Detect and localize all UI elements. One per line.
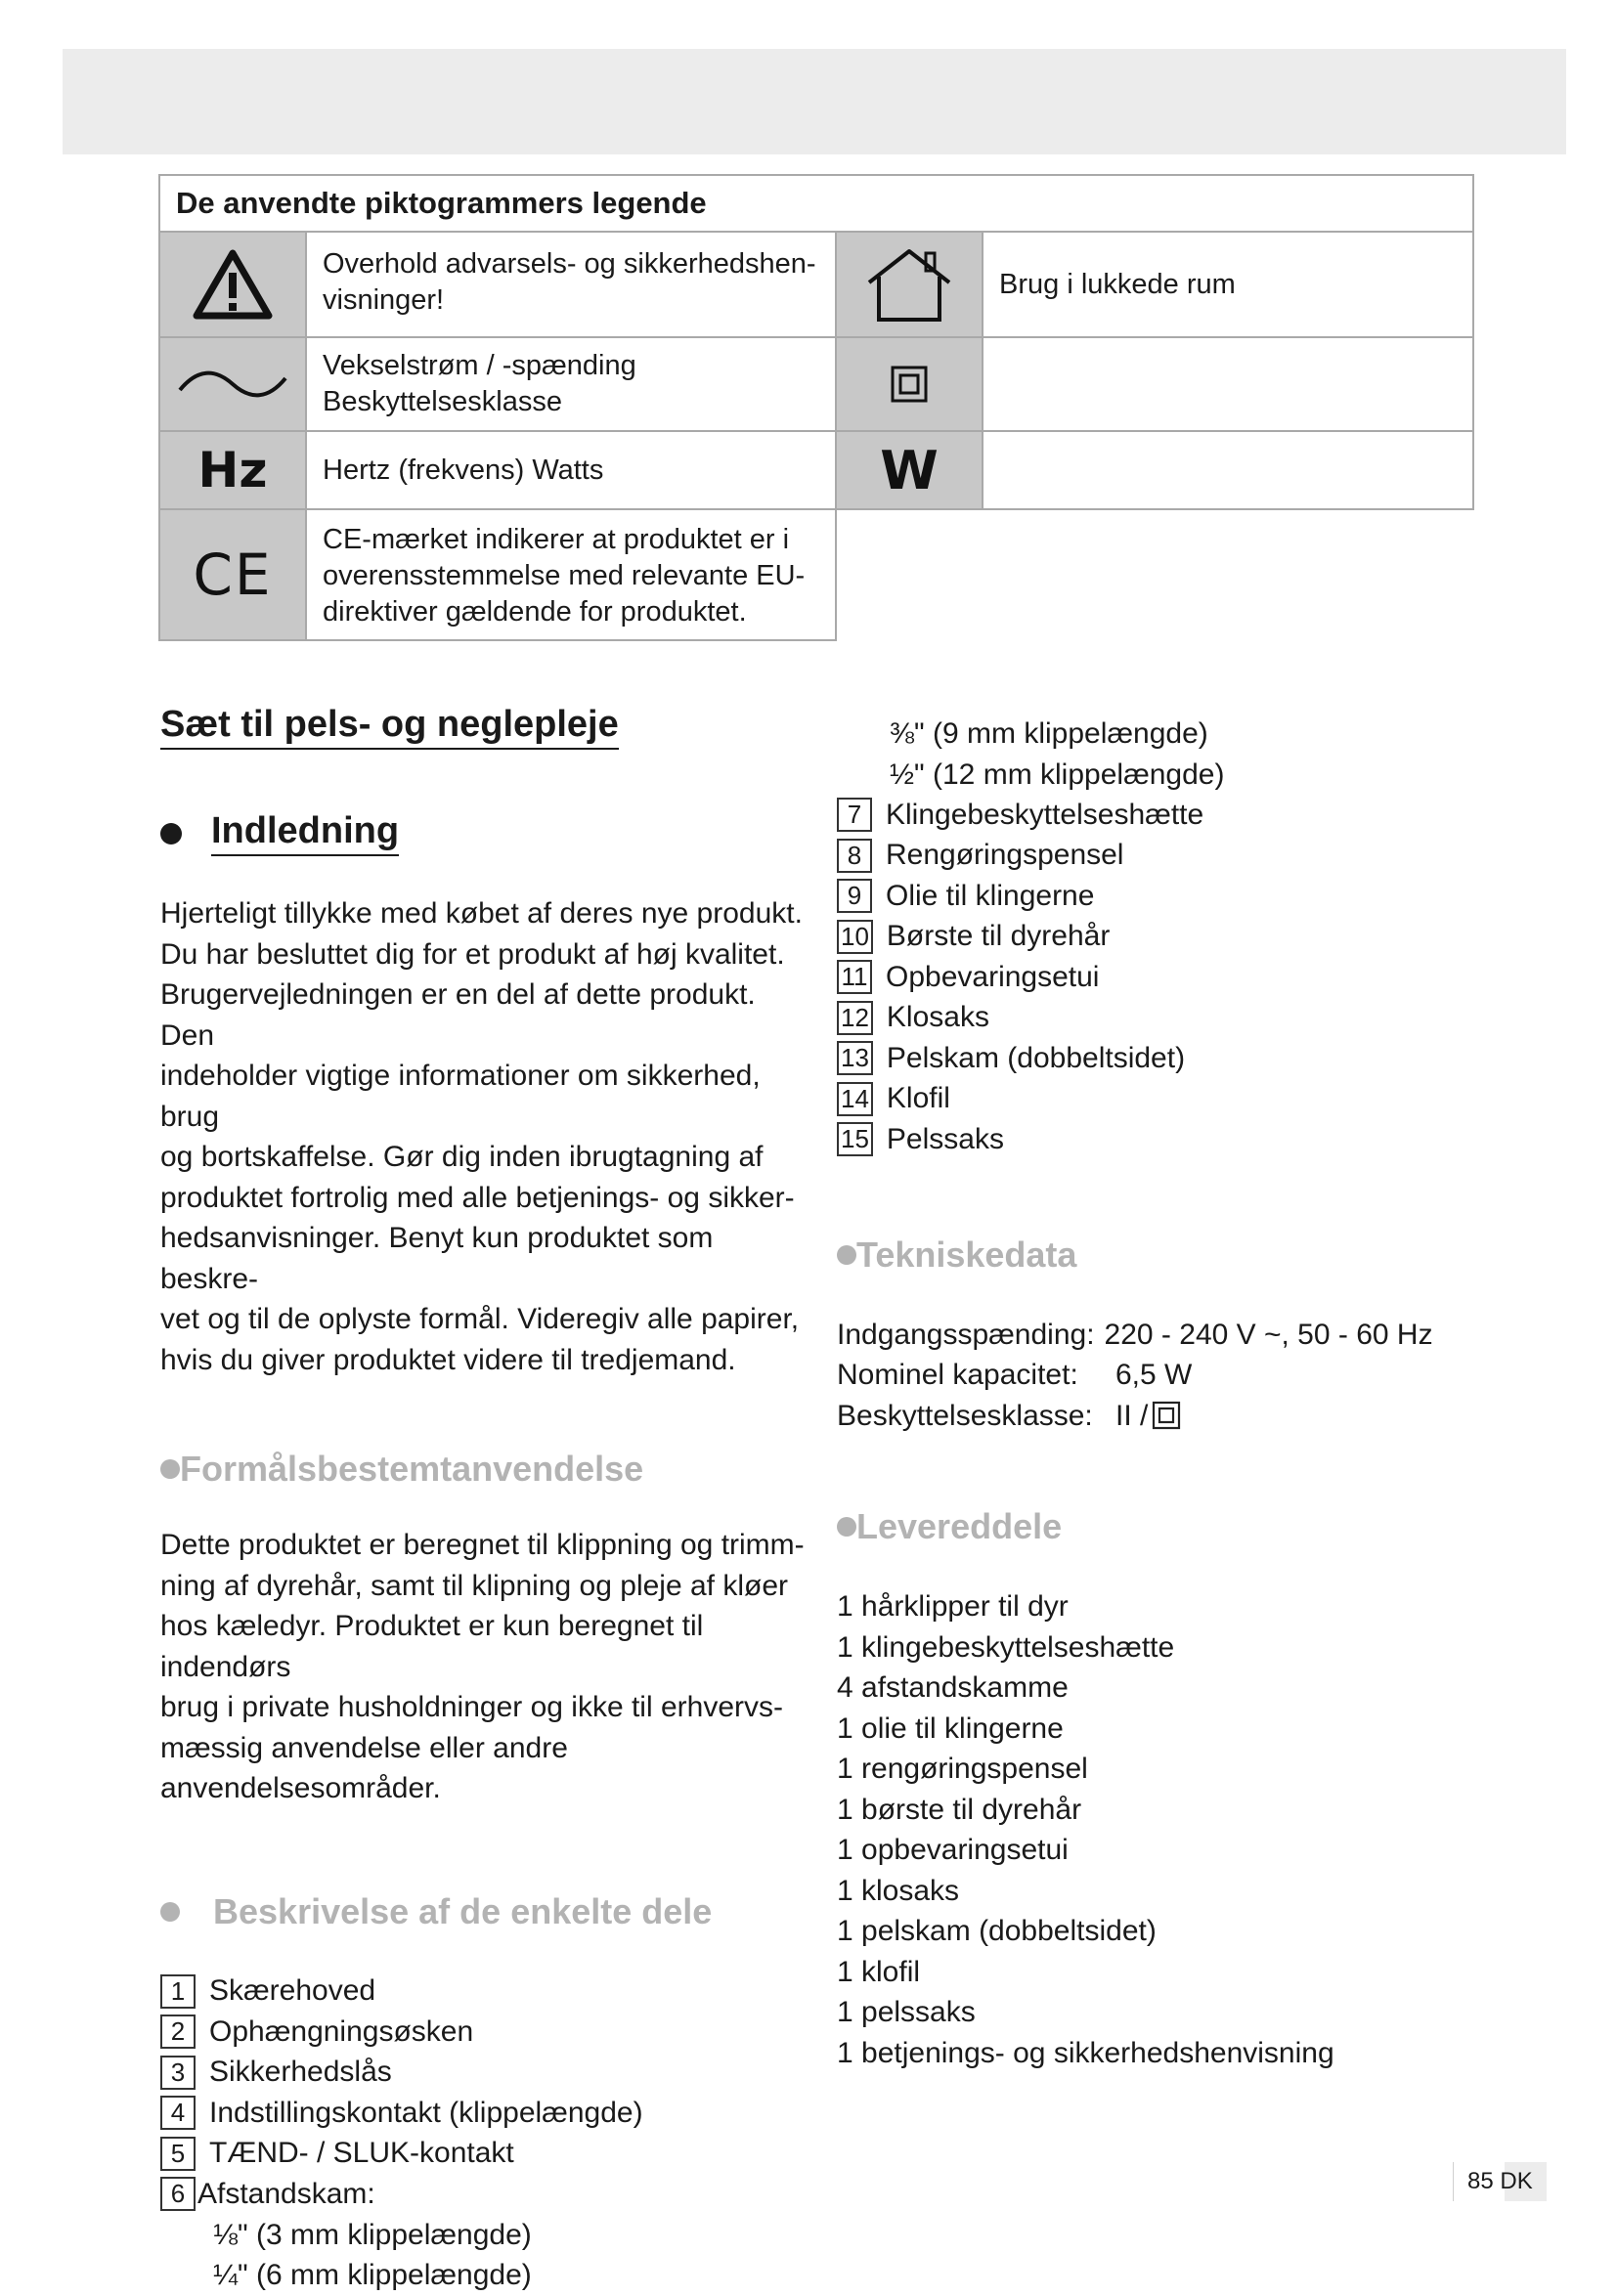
list-item: 9 Olie til klingerne <box>837 876 1521 917</box>
comb-size: ⅛" (3 mm klippelængde) <box>213 2218 532 2251</box>
technical-data <box>837 1315 1521 1437</box>
list-item: 1 børste til dyrehår <box>837 1793 1082 1826</box>
list-item: 5 TÆND- / SLUK-kontakt <box>160 2134 806 2175</box>
watts-icon: W <box>835 430 983 510</box>
legend-row <box>158 231 1474 338</box>
tech-row: Nominel kapacitet: 6,5 W <box>837 1359 1193 1391</box>
list-item: 1 opbevaringsetui <box>837 1834 1069 1866</box>
pictogram-legend-table <box>158 174 1474 628</box>
legend-title: De anvendte piktogrammers legende <box>158 174 1474 233</box>
header-bar <box>63 49 1566 154</box>
tech-row: Indgangsspænding: 220 - 240 V ~, 50 - 60 Hz <box>837 1318 1433 1351</box>
list-item: 1 pelssaks <box>837 1996 976 2028</box>
bullet-icon <box>837 1245 856 1265</box>
list-item: 14 Klofil <box>837 1079 1521 1120</box>
page-title: Sæt til pels- og neglepleje <box>160 704 619 750</box>
list-item: 11 Opbevaringsetui <box>837 957 1521 998</box>
list-item: 1 olie til klingerne <box>837 1711 1064 1745</box>
bullet-icon <box>160 1902 180 1922</box>
list-item: 3 Sikkerhedslås <box>160 2053 806 2094</box>
list-item: 7 Klingebeskyttelseshætte <box>837 795 1521 836</box>
protection-class-ii-icon <box>835 336 983 432</box>
ce-mark-icon: CE <box>158 508 307 641</box>
section-heading-supplied-parts: Levereddele <box>837 1506 1521 1547</box>
list-item: 1 hårklipper til dyr <box>837 1590 1069 1623</box>
list-item: 1 betjenings- og sikkerhedshenvisning <box>837 2036 1334 2069</box>
list-item: 15 Pelssaks <box>837 1119 1521 1160</box>
list-item: 1 klingebeskyttelseshætte <box>837 1630 1175 1664</box>
list-item: 1 Skærehoved <box>160 1971 806 2013</box>
right-column <box>837 714 1521 2073</box>
intended-use-text: Dette produktet er beregnet til klippning og trimm- ning af dyrehår, samt til klipning og pleje af kløer hos kæledyr. Produktet er kun beregnet til indendørs brug i private husholdninger og ikke til erhvervs- mæssig anvendelse eller andre anvendelsesområder. <box>160 1529 805 1804</box>
legend-text: CE-mærket indikerer at produktet er i overensstemmelse med relevante EU-direktiver gældende for produktet. <box>305 508 837 641</box>
legend-row <box>158 508 837 641</box>
list-item: 1 klosaks <box>837 1874 960 1907</box>
protection-class-ii-icon <box>1152 1396 1181 1437</box>
list-item: 1 pelskam (dobbeltsidet) <box>837 1915 1157 1947</box>
left-column <box>160 704 806 2296</box>
comb-size: ⅜" (9 mm klippelængde) <box>890 717 1208 750</box>
parts-list <box>160 1971 806 2296</box>
tech-row: Beskyttelsesklasse: II / <box>837 1396 1521 1437</box>
list-item: 12 Klosaks <box>837 998 1521 1039</box>
list-item: 4 afstandskamme <box>837 1671 1069 1704</box>
house-icon <box>835 231 983 338</box>
hertz-icon: Hz <box>158 430 307 510</box>
parts-list-continued <box>837 714 1521 1160</box>
list-item: 1 rengøringspensel <box>837 1753 1088 1785</box>
legend-row <box>158 430 1474 510</box>
legend-text <box>982 430 1474 510</box>
comb-size: ½" (12 mm klippelængde) <box>890 758 1225 791</box>
list-item: 6 Afstandskam: <box>160 2174 806 2215</box>
legend-row <box>158 336 1474 432</box>
warning-triangle-icon <box>158 231 307 338</box>
legend-text: Brug i lukkede rum <box>982 231 1474 338</box>
list-item: 8 Rengøringspensel <box>837 836 1521 877</box>
list-item: 2 Ophængningsøsken <box>160 2012 806 2053</box>
legend-text: Vekselstrøm / -spænding Beskyttelsesklasse <box>305 336 837 432</box>
list-item: 13 Pelskam (dobbeltsidet) <box>837 1038 1521 1079</box>
section-heading-introduction: Indledning <box>160 810 806 856</box>
section-heading-intended-use: Formålsbestemtanvendelse <box>160 1449 806 1490</box>
introduction-text: Hjerteligt tillykke med købet af deres nye produkt. Du har besluttet dig for et produkt af høj kvalitet. Brugervejledningen er en del af dette produkt. Den indeholder vigtige informationer om sikkerhed, brug og bortskaffelse. Gør dig inden ibrugtagning af produktet fortrolig med alle betjenings- og sikker- hedsanvisninger. Benyt kun produktet som beskre- vet og til de oplyste formål. Videregiv alle papirer, hvis du giver produktet videre til tredjemand. <box>160 897 803 1376</box>
legend-text: Hertz (frekvens) Watts <box>305 430 837 510</box>
list-item: 10 Børste til dyrehår <box>837 917 1521 958</box>
comb-size: ¼" (6 mm klippelængde) <box>213 2259 532 2291</box>
supplied-parts-list <box>837 1586 1521 2073</box>
bullet-icon <box>160 823 182 845</box>
bullet-icon <box>837 1517 856 1537</box>
list-item: 1 klofil <box>837 1955 921 1988</box>
legend-text <box>982 336 1474 432</box>
page-number: 85 DK <box>1453 2162 1547 2201</box>
legend-text: Overhold advarsels- og sikkerhedshen-visninger! <box>305 231 837 338</box>
bullet-icon <box>160 1459 180 1479</box>
alternating-current-icon <box>158 336 307 432</box>
section-heading-parts: Beskrivelse af de enkelte dele <box>160 1891 806 1932</box>
section-heading-technical-data: Tekniskedata <box>837 1235 1521 1276</box>
list-item: 4 Indstillingskontakt (klippelængde) <box>160 2093 806 2134</box>
